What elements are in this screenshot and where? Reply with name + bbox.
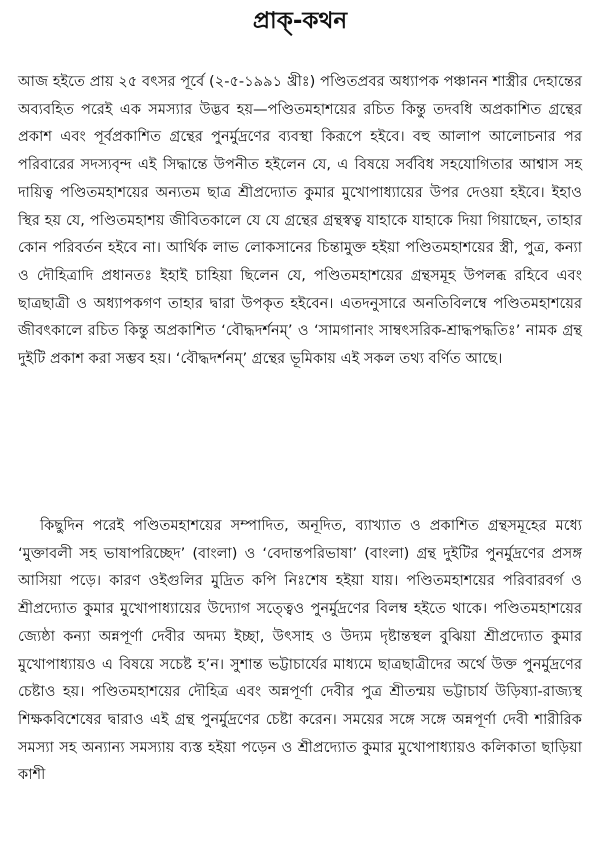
paragraph-2: কিছুদিন পরেই পণ্ডিতমহাশয়ের সম্পাদিত, অনূদিত, ব্যাখ্যাত ও প্রকাশিত গ্রন্থসমূহের মধ্যে ‘মুক্তাবলী সহ ভাষাপরিচ্ছেদ’ (বাংলা) ও ‘বেদান্তপরিভাষা’ (বাংলা) গ্রন্থ দুইটির পুনর্মুদ্রণের প্রসঙ্গ আসিয়া পড়ে। কারণ ওইগুলির মুদ্রিত কপি নিঃশেষ হইয়া যায়। পণ্ডিতমহাশয়ের পরিবারবর্গ ও শ্রীপ্রদ্যোত কুমার মুখোপাধ্যায়ের উদ্যোগ সত্ত্বেও পুনর্মুদ্রণের বিলম্ব হইতে থাকে। পণ্ডিতমহাশয়ের জ্যেষ্ঠা কন্যা অন্নপূর্ণা দেবীর অদম্য ইচ্ছা, উৎসাহ ও উদ্যম দৃষ্টান্তস্থল বুঝিয়া শ্রীপ্রদ্যোত কুমার মুখোপাধ্যায়ও এ বিষয়ে সচেষ্ট হ’ন। সুশান্ত ভট্টাচার্যের মাধ্যমে ছাত্রছাত্রীদের অর্থে উক্ত পুনর্মুদ্রণের চেষ্টাও হয়। পণ্ডিতমহাশয়ের দৌহিত্র এবং অন্নপূর্ণা দেবীর পুত্র শ্রীতন্ময় ভট্টাচার্য উড়িষ্যা-রাজ্যস্থ শিক্ষকবিশেষের দ্বারাও এই গ্রন্থ পুনর্মুদ্রণের চেষ্টা করেন। সময়ের সঙ্গে সঙ্গে অন্নপূর্ণা দেবী শারীরিক সমস্যা সহ অন্যান্য সমস্যায় ব্যস্ত হইয়া পড়েন ও শ্রীপ্রদ্যোত কুমার মুখোপাধ্যায়ও কলিকাতা ছাড়িয়া কাশী <box>18 517 582 784</box>
page-title: প্রাক্-কথন <box>252 8 348 34</box>
paragraph-1: আজ হইতে প্রায় ২৫ বৎসর পূর্বে (২-৫-১৯৯১ খ্রীঃ) পণ্ডিতপ্রবর অধ্যাপক পঞ্চানন শাস্ত্রীর দেহান্তের অব্যবহিত পরেই এক সমস্যার উদ্ভব হয়—পণ্ডিতমহাশয়ের রচিত কিন্তু তদবধি অপ্রকাশিত গ্রন্থের প্রকাশ এবং পূর্বপ্রকাশিত গ্রন্থের পুনর্মুদ্রণের ব্যবস্থা কিরূপে হইবে। বহু আলাপ আলোচনার পর পরিবারের সদস্যবৃন্দ এই সিদ্ধান্তে উপনীত হইলেন যে, এ বিষয়ে সর্ববিধ সহযোগিতার আশ্বাস সহ দায়িত্ব পণ্ডিতমহাশয়ের অন্যতম ছাত্র শ্রীপ্রদ্যোত কুমার মুখোপাধ্যায়ের উপর দেওয়া হইবে। ইহাও স্থির হয় যে, পণ্ডিতমহাশয় জীবিতকালে যে যে গ্রন্থের গ্রন্থস্বত্ব যাহাকে যাহাকে দিয়া গিয়াছেন, তাহার কোন পরিবর্তন হইবে না। আর্থিক লাভ লোকসানের চিন্তামুক্ত হইয়া পণ্ডিতমহাশয়ের স্ত্রী, পুত্র, কন্যা ও দৌহিত্রাদি প্রধানতঃ ইহাই চাহিয়া ছিলেন যে, পণ্ডিতমহাশয়ের গ্রন্থসমূহ উপলব্ধ রহিবে এবং ছাত্রছাত্রী ও অধ্যাপকগণ তাহার দ্বারা উপকৃত হইবেন। এতদনুসারে অনতিবিলম্বে পণ্ডিতমহাশয়ের জীবৎকালে রচিত কিন্তু অপ্রকাশিত ‘বৌদ্ধদর্শনম্’ ও ‘সামগানাং সাম্বৎসরিক-শ্রাদ্ধপদ্ধতিঃ’ নামক গ্রন্থ দুইটি প্রকাশ করা সম্ভব হয়। ‘বৌদ্ধদর্শনম্’ গ্রন্থের ভূমিকায় এই সকল তথ্য বর্ণিত আছে। <box>18 73 582 368</box>
document-page <box>18 0 582 865</box>
